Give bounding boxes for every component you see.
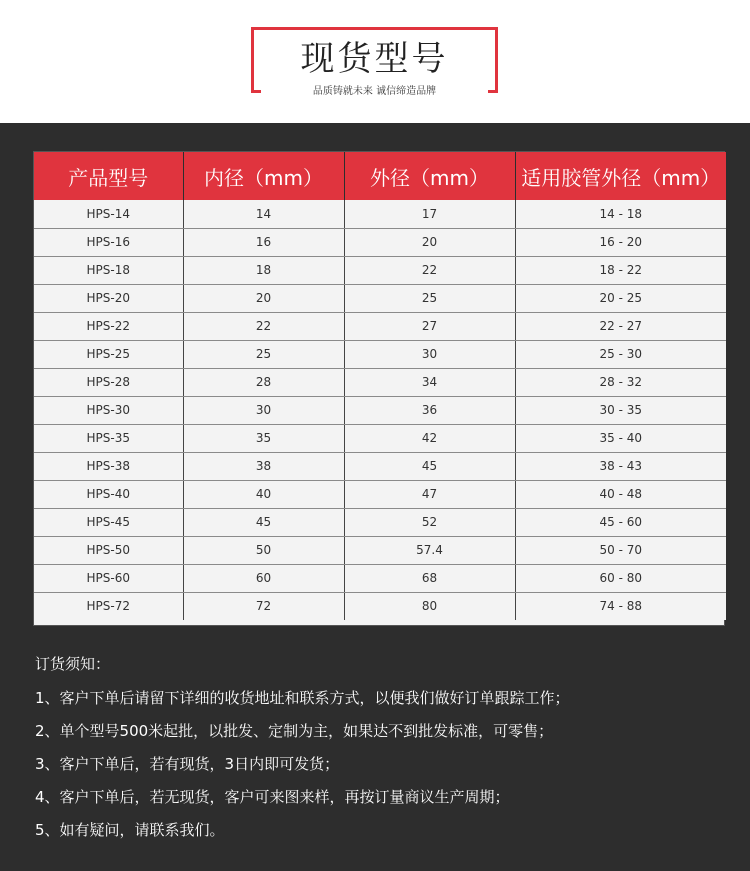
cell-outer-diameter: 22 [344,256,515,284]
cell-inner-diameter: 60 [183,564,344,592]
order-note-item: 1、客户下单后请留下详细的收货地址和联系方式，以便我们做好订单跟踪工作； [35,689,570,707]
cell-model: HPS-40 [34,480,183,508]
cell-inner-diameter: 72 [183,592,344,620]
order-note-item: 3、客户下单后，若有现货，3日内即可发货； [35,755,340,773]
cell-inner-diameter: 45 [183,508,344,536]
cell-inner-diameter: 22 [183,312,344,340]
order-notes-heading: 订货须知： [35,655,111,673]
table-row [34,480,726,508]
cell-hose-range: 38 - 43 [515,452,726,480]
cell-hose-range: 18 - 22 [515,256,726,284]
cell-outer-diameter: 42 [344,424,515,452]
cell-inner-diameter: 20 [183,284,344,312]
cell-hose-range: 28 - 32 [515,368,726,396]
cell-model: HPS-16 [34,228,183,256]
column-header-outer-diameter: 外径（mm） [344,152,515,200]
cell-hose-range: 16 - 20 [515,228,726,256]
cell-inner-diameter: 35 [183,424,344,452]
cell-model: HPS-28 [34,368,183,396]
table-row [34,368,726,396]
cell-model: HPS-20 [34,284,183,312]
table-row [34,340,726,368]
cell-inner-diameter: 40 [183,480,344,508]
cell-model: HPS-25 [34,340,183,368]
page-header [0,0,750,123]
table-row [34,536,726,564]
table-header-row [34,152,726,200]
cell-inner-diameter: 18 [183,256,344,284]
cell-outer-diameter: 17 [344,200,515,228]
page-title: 现货型号 [300,39,449,79]
table-row [34,284,726,312]
order-note-item: 2、单个型号500米起批，以批发、定制为主，如果达不到批发标准，可零售； [35,722,554,740]
cell-inner-diameter: 28 [183,368,344,396]
order-notes [35,654,735,853]
cell-inner-diameter: 25 [183,340,344,368]
cell-model: HPS-45 [34,508,183,536]
cell-inner-diameter: 50 [183,536,344,564]
cell-inner-diameter: 14 [183,200,344,228]
cell-model: HPS-60 [34,564,183,592]
table-row [34,200,726,228]
cell-inner-diameter: 16 [183,228,344,256]
cell-hose-range: 74 - 88 [515,592,726,620]
cell-hose-range: 25 - 30 [515,340,726,368]
cell-inner-diameter: 38 [183,452,344,480]
spec-table [34,152,726,620]
table-row [34,228,726,256]
cell-model: HPS-18 [34,256,183,284]
page-subtitle: 品质铸就未来 诚信缔造品牌 [261,84,488,99]
cell-outer-diameter: 20 [344,228,515,256]
cell-hose-range: 14 - 18 [515,200,726,228]
cell-hose-range: 35 - 40 [515,424,726,452]
cell-model: HPS-72 [34,592,183,620]
column-header-model: 产品型号 [34,152,183,200]
table-row [34,564,726,592]
table-row [34,452,726,480]
cell-outer-diameter: 30 [344,340,515,368]
cell-outer-diameter: 45 [344,452,515,480]
cell-outer-diameter: 25 [344,284,515,312]
cell-model: HPS-38 [34,452,183,480]
cell-model: HPS-22 [34,312,183,340]
cell-hose-range: 30 - 35 [515,396,726,424]
cell-hose-range: 40 - 48 [515,480,726,508]
cell-hose-range: 60 - 80 [515,564,726,592]
table-row [34,424,726,452]
cell-hose-range: 50 - 70 [515,536,726,564]
cell-model: HPS-30 [34,396,183,424]
cell-outer-diameter: 36 [344,396,515,424]
table-row [34,592,726,620]
cell-hose-range: 22 - 27 [515,312,726,340]
column-header-inner-diameter: 内径（mm） [183,152,344,200]
cell-model: HPS-50 [34,536,183,564]
cell-outer-diameter: 34 [344,368,515,396]
order-note-item: 5、如有疑问，请联系我们。 [35,821,225,839]
cell-outer-diameter: 52 [344,508,515,536]
column-header-hose-outer-diameter: 适用胶管外径（mm） [515,152,726,200]
spec-table-container [33,151,725,626]
cell-outer-diameter: 57.4 [344,536,515,564]
cell-inner-diameter: 30 [183,396,344,424]
cell-outer-diameter: 68 [344,564,515,592]
table-row [34,312,726,340]
table-row [34,256,726,284]
cell-model: HPS-14 [34,200,183,228]
cell-outer-diameter: 47 [344,480,515,508]
cell-outer-diameter: 80 [344,592,515,620]
table-row [34,396,726,424]
cell-hose-range: 45 - 60 [515,508,726,536]
cell-outer-diameter: 27 [344,312,515,340]
cell-model: HPS-35 [34,424,183,452]
table-row [34,508,726,536]
cell-hose-range: 20 - 25 [515,284,726,312]
order-note-item: 4、客户下单后，若无现货，客户可来图来样，再按订量商议生产周期； [35,788,510,806]
